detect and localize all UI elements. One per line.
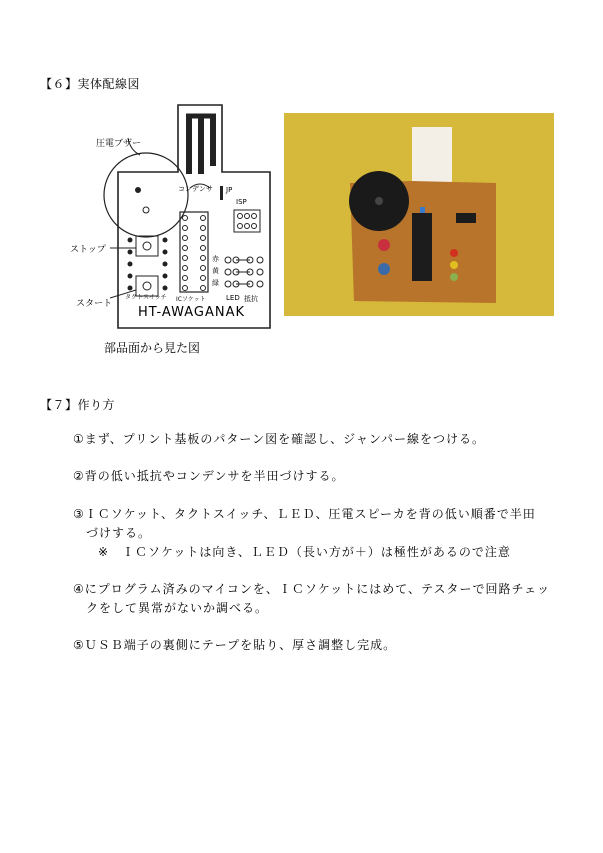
green-label: 緑 bbox=[212, 279, 219, 287]
step-4-line-2: クをして異常がないか調べる。 bbox=[86, 601, 269, 615]
section-6-heading: 【６】実体配線図 bbox=[40, 77, 141, 91]
step-2: ②背の低い抵抗やコンデンサを半田づけする。 bbox=[73, 469, 345, 483]
jp-label: JP bbox=[226, 186, 233, 194]
yellow-label: 黄 bbox=[212, 267, 219, 275]
board-photo-image bbox=[284, 113, 554, 316]
section-7-heading: 【７】作り方 bbox=[40, 398, 116, 412]
buzzer-label: 圧電ブザー bbox=[96, 139, 142, 149]
diagram-caption: 部品面から見た図 bbox=[104, 341, 201, 355]
led-red-photo bbox=[450, 249, 458, 257]
step-1: ①まず、プリント基板のパターン図を確認し、ジャンパー線をつける。 bbox=[73, 432, 486, 446]
board-name-label: HT-AWAGANAK bbox=[138, 305, 246, 320]
wiring-diagram bbox=[70, 100, 275, 330]
condenser-label: コンデンサ bbox=[178, 185, 213, 193]
red-label: 赤 bbox=[212, 255, 219, 263]
ic-socket-label: ICソケット bbox=[176, 296, 206, 303]
start-label: スタート bbox=[76, 299, 113, 309]
stop-label: ストップ bbox=[70, 245, 106, 255]
step-3-note: ※ ＩＣソケットは向き、ＬＥＤ（長い方が＋）は極性があるので注意 bbox=[98, 545, 511, 559]
led-green-photo bbox=[450, 273, 458, 281]
led-label: LED bbox=[226, 294, 240, 302]
step-4-line-1: ④にプログラム済みのマイコンを、ＩＣソケットにはめて、テスターで回路チェッ bbox=[73, 582, 551, 596]
tact-switch-label: タクトスイッチ bbox=[125, 294, 167, 301]
step-5: ⑤ＵＳＢ端子の裏側にテープを貼り、厚さ調整し完成。 bbox=[73, 638, 397, 652]
switch-red-photo bbox=[378, 239, 390, 251]
isp-label: ISP bbox=[236, 198, 247, 206]
step-3-line-1: ③ＩＣソケット、タクトスイッチ、ＬＥＤ、圧電スピーカを背の低い順番で半田 bbox=[73, 507, 536, 521]
led-yellow-photo bbox=[450, 261, 458, 269]
board-photo bbox=[284, 113, 554, 316]
resistor-label: 抵抗 bbox=[244, 295, 258, 303]
step-3-line-2: づけする。 bbox=[86, 526, 152, 540]
switch-blue-photo bbox=[378, 263, 390, 275]
